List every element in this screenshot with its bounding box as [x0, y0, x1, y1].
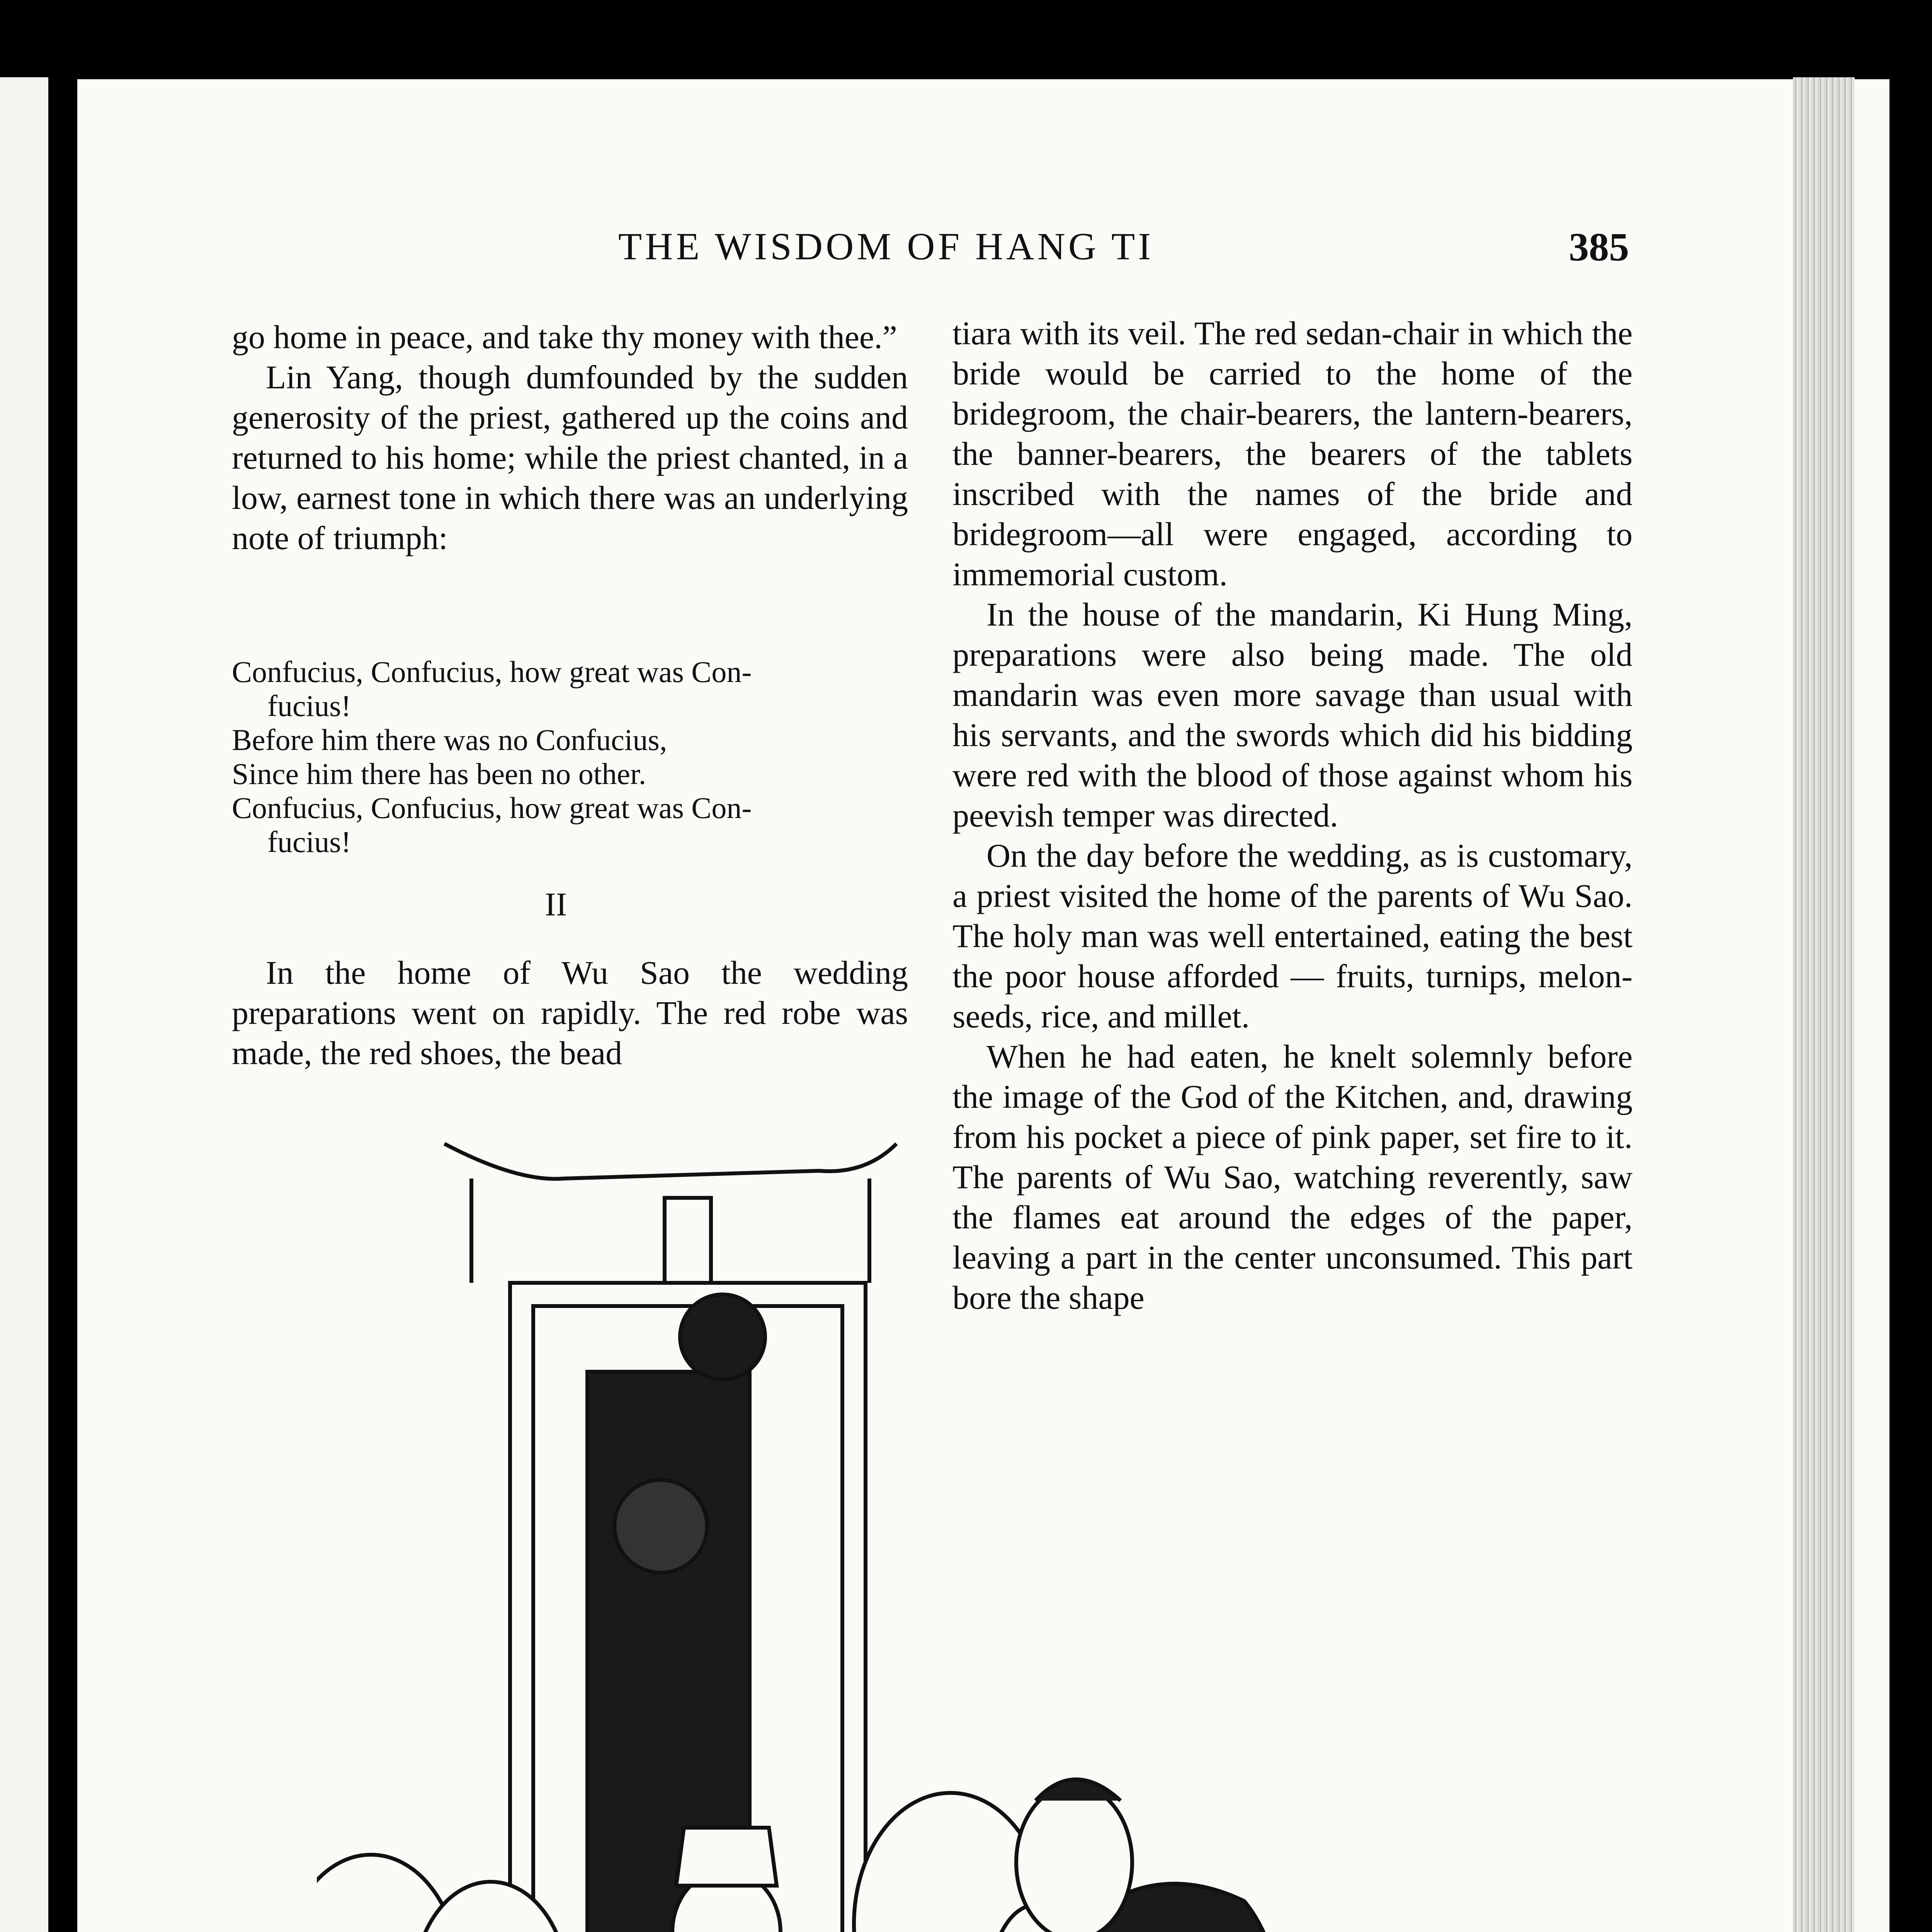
- shrine-roof: [444, 1144, 896, 1179]
- verse-line: Before him there was no Confucius,: [232, 723, 667, 757]
- paragraph: Lin Yang, though dumfounded by the sudden generosity of the priest, gathered up the coins and returned to his home; while the priest chanted, in a low, earnest tone in which there was an underlying note of triumph:: [232, 359, 908, 556]
- paragraph: On the day before the wedding, as is customary, a priest visited the home of the parents of Wu Sao. The holy man was well entertained, eating the best the poor house afforded — fruits, turnips, melon-seeds, rice, and millet.: [952, 837, 1633, 1035]
- section-heading: II: [545, 886, 567, 923]
- verse-line: Confucius, Confucius, how great was Con-: [232, 791, 752, 825]
- hanging-ornament: [680, 1294, 765, 1379]
- verse-line: Confucius, Confucius, how great was Con-: [232, 655, 752, 689]
- paragraph: When he had eaten, he knelt solemnly before the image of the God of the Kitchen, and, drawing from his pocket a piece of pink paper, set fire to it. The parents of Wu Sao, watching reverently, saw the flames eat around the edges of the paper, leaving a part in the center unconsumed. This part bore the shape: [952, 1038, 1633, 1316]
- page-stack-edge: [1793, 77, 1855, 1932]
- paragraph: In the home of Wu Sao the wedding preparations went on rapidly. The red robe was made, the red shoes, the bead: [232, 954, 908, 1071]
- paragraph: tiara with its veil. The red sedan-chair in which the bride would be carried to the home of the bridegroom, the chair-bearers, the lantern-bearers, the banner-bearers, the bearers of the tablets inscribed with the names of the bride and bridegroom—all were engaged, according to immemorial custom.: [952, 315, 1633, 593]
- verse-line: fucius!: [267, 689, 351, 723]
- page-number: 385: [1569, 225, 1629, 269]
- paragraph: In the house of the mandarin, Ki Hung Ming, preparations were also being made. The old mandarin was even more savage than usual with his servants, and the swords which did his bidding were red with the blood of those against whom his peevish temper was directed.: [952, 596, 1633, 834]
- left-column-top: [232, 317, 908, 558]
- running-title: THE WISDOM OF HANG TI: [618, 225, 1154, 268]
- paragraph: go home in peace, and take thy money with thee.”: [232, 318, 897, 355]
- facing-page-edge: [0, 77, 48, 1932]
- left-column-bottom: [232, 952, 908, 1073]
- verse-block: [232, 655, 912, 859]
- verse-line: fucius!: [267, 825, 351, 859]
- verse-line: Since him there has been no other.: [232, 757, 646, 791]
- illustration: [317, 1121, 1592, 1932]
